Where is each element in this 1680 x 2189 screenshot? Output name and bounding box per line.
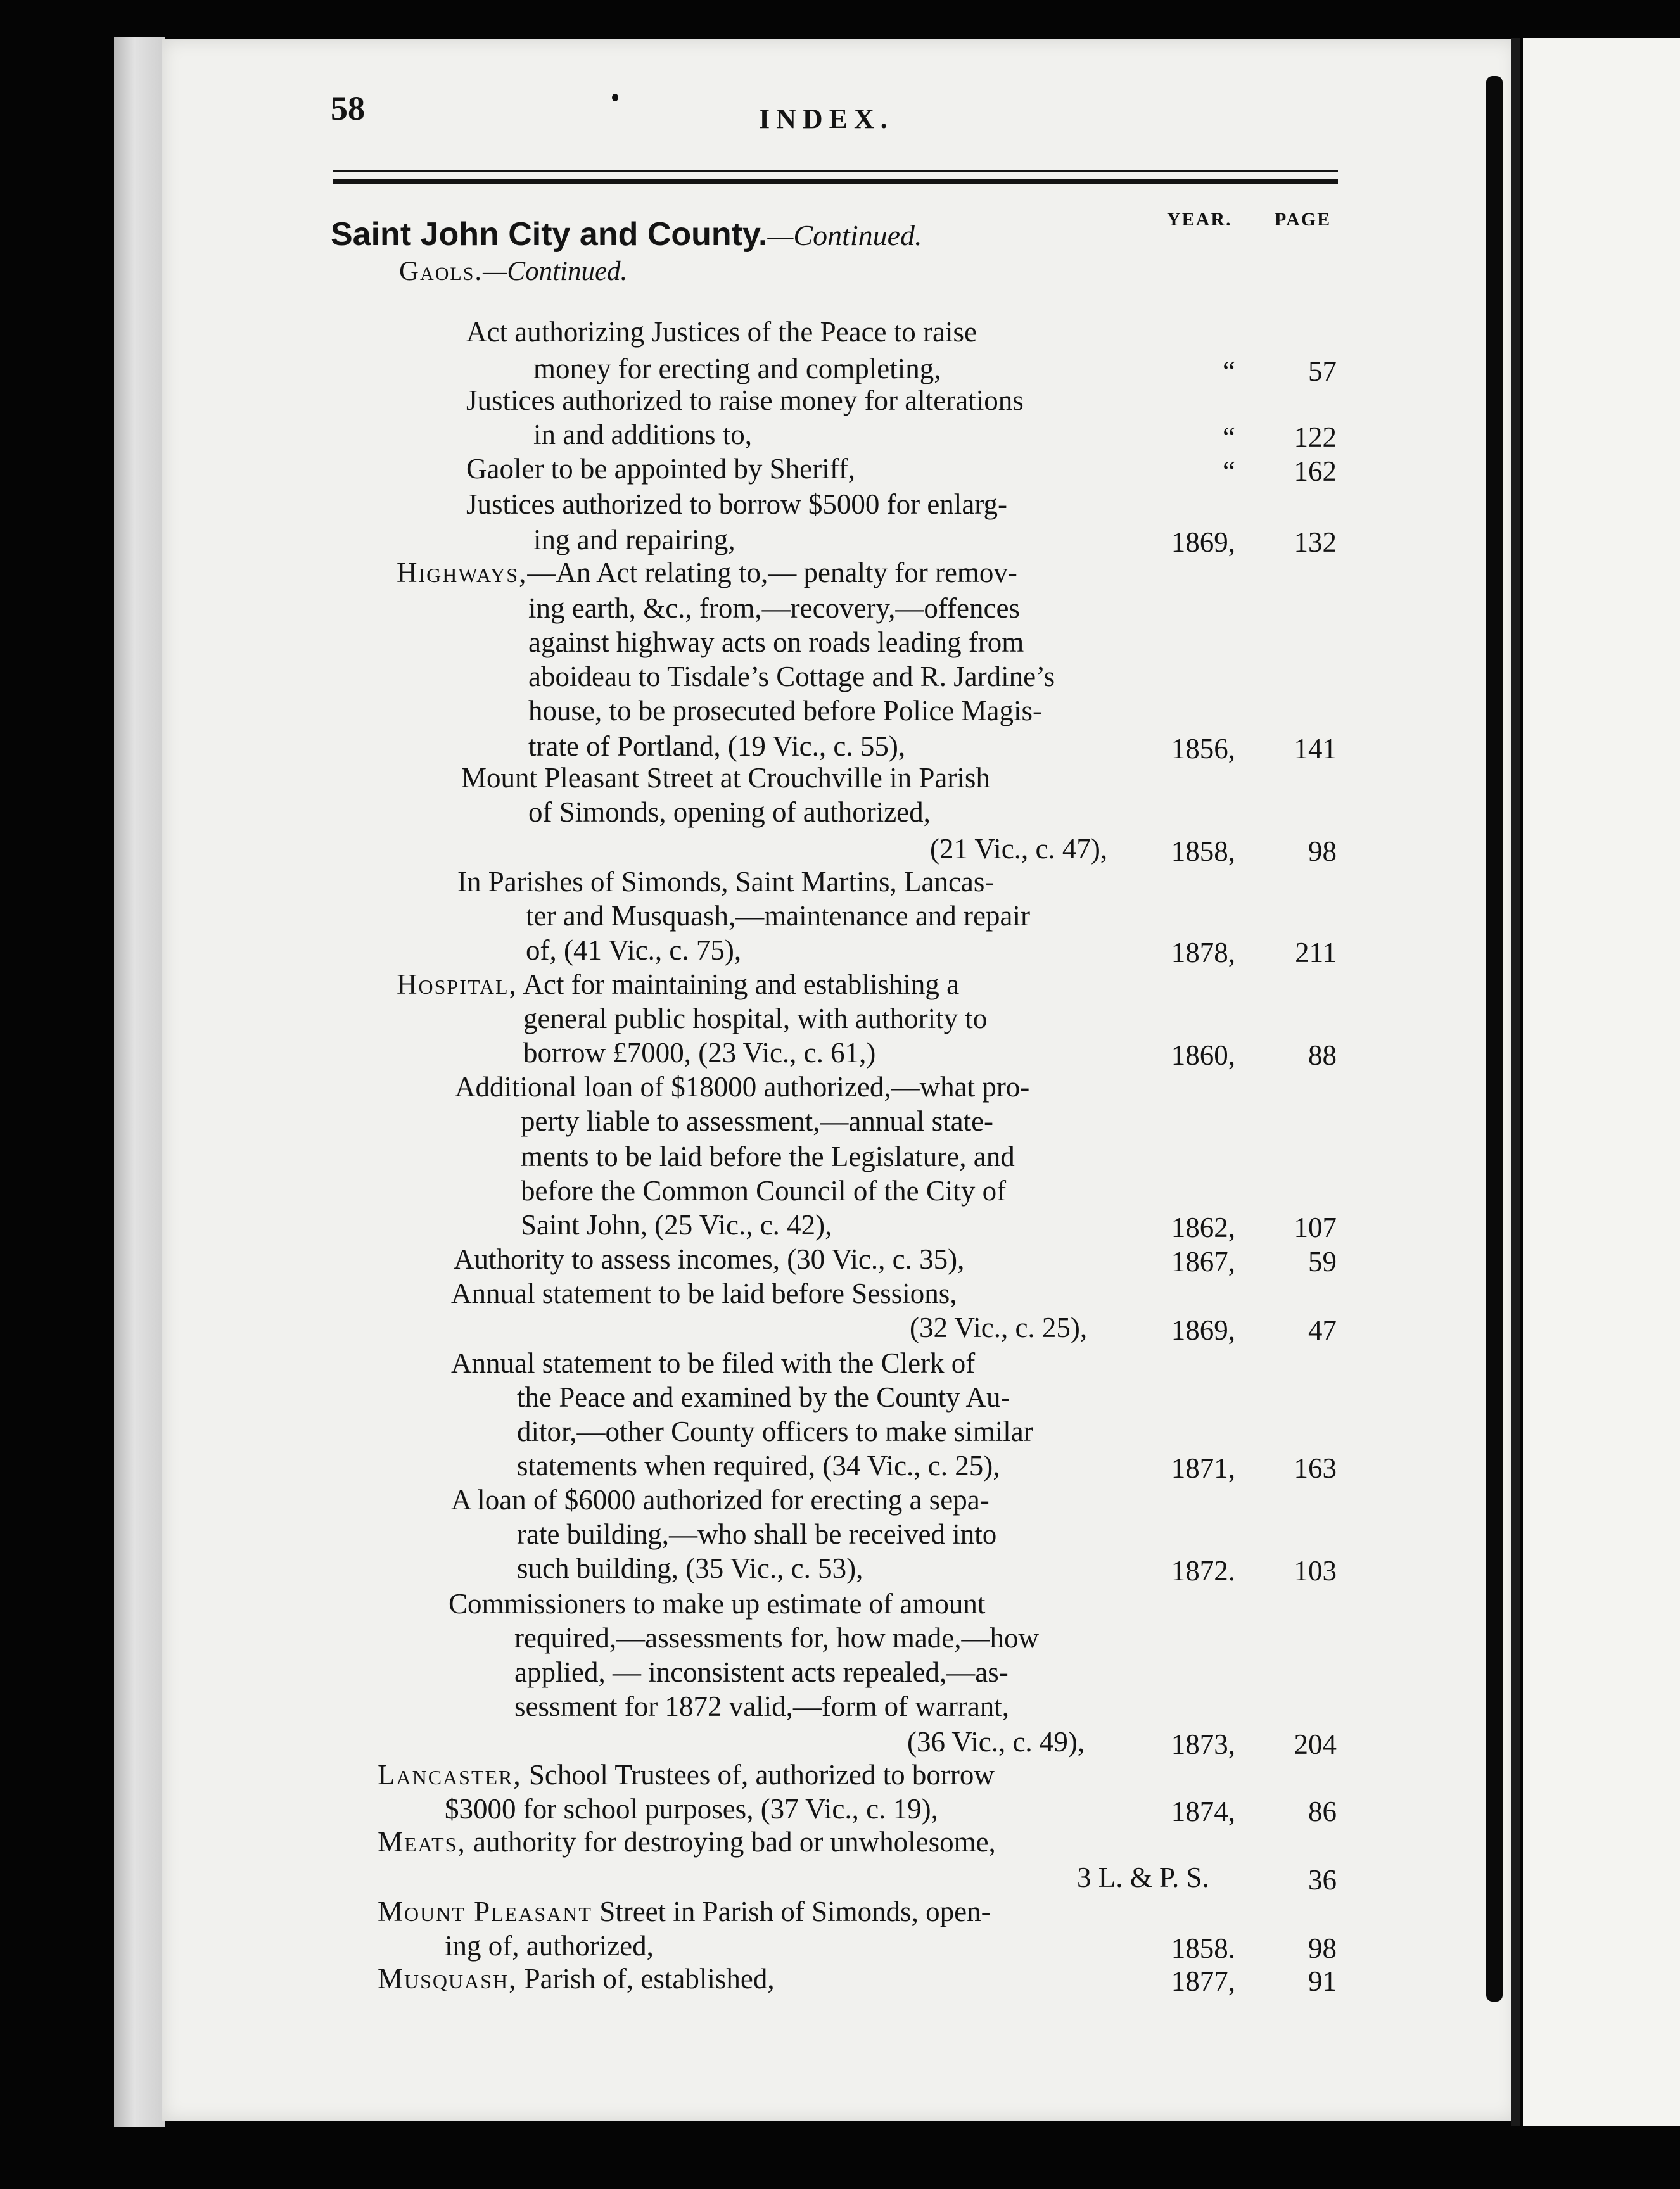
entry-line [528, 732, 905, 761]
entry-text: Justices authorized to borrow $5000 for enlarg- [466, 488, 1007, 520]
entry-year: 1873, [1171, 1729, 1235, 1760]
entry-page: 162 [1294, 455, 1337, 487]
entry-text: sessment for 1872 valid,—form of warrant, [514, 1691, 1010, 1722]
entry-line [397, 559, 1017, 587]
entry-line [466, 318, 977, 346]
entry-text: Justices authorized to raise money for alterations [466, 384, 1024, 416]
entry-text: School Trustees of, authorized to borrow [521, 1759, 995, 1791]
entry-page: 107 [1294, 1212, 1337, 1243]
entry-year: 1877, [1171, 1965, 1235, 1997]
entry-text: aboideau to Tisdale’s Cottage and R. Jardine’s [528, 661, 1055, 692]
entry-line [397, 970, 959, 999]
entry-line [528, 594, 1020, 623]
entry-line [449, 1590, 985, 1618]
entry-line [521, 1143, 1015, 1171]
ink-speck [612, 94, 618, 101]
entry-page: 211 [1295, 937, 1337, 968]
entry-year: 1878, [1171, 937, 1235, 968]
entry-year: 1860, [1171, 1039, 1235, 1071]
entry-line [528, 697, 1042, 725]
header-rule-bottom [333, 179, 1338, 184]
entry-text: Street in Parish of Simonds, open- [592, 1896, 991, 1927]
entry-text: trate of Portland, (19 Vic., c. 55), [528, 730, 906, 762]
entry-line [528, 628, 1024, 657]
entry-line [466, 490, 1007, 519]
entry-line [517, 1383, 1010, 1412]
entry-text: ditor,—other County officers to make similar [517, 1416, 1033, 1447]
entry-page: 204 [1294, 1729, 1337, 1760]
entry-line [378, 1898, 991, 1926]
entry-text: (21 Vic., c. 47), [930, 833, 1108, 865]
entry-line [521, 1177, 1006, 1205]
entry-head: Mount Pleasant [378, 1896, 592, 1927]
entry-text: 3 L. & P. S. [1077, 1862, 1209, 1893]
entry-line [526, 936, 741, 965]
entry-text: authority for destroying bad or unwholesome, [466, 1826, 996, 1858]
entry-line [533, 355, 941, 383]
entry-year: 1858. [1171, 1932, 1235, 1964]
entry-page: 88 [1308, 1039, 1337, 1071]
entry-line [451, 1486, 990, 1514]
entry-line [455, 1073, 1029, 1101]
entry-page: 47 [1308, 1314, 1337, 1346]
entry-text: Additional loan of $18000 authorized,—what pro- [455, 1071, 1030, 1103]
entry-year: 1874, [1171, 1796, 1235, 1827]
entry-year: 1869, [1171, 1314, 1235, 1346]
entry-year: 1869, [1171, 526, 1235, 558]
entry-page: 132 [1294, 526, 1337, 558]
entry-text: —An Act relating to,— penalty for remov- [527, 557, 1017, 588]
entry-page: 163 [1294, 1452, 1337, 1484]
entry-year: 1858, [1171, 835, 1235, 867]
entry-line [466, 386, 1024, 415]
entry-text: Act for maintaining and establishing a [517, 968, 960, 1000]
column-header-page: PAGE [1275, 209, 1332, 230]
entry-line [514, 1624, 1039, 1653]
entry-line [533, 526, 735, 554]
entry-text: Annual statement to be filed with the Clerk of [451, 1347, 976, 1379]
entry-text: Act authorizing Justices of the Peace to raise [466, 316, 977, 348]
entry-text: $3000 for school purposes, (37 Vic., c. 19), [445, 1793, 938, 1825]
entry-text: perty liable to assessment,—annual state- [521, 1105, 994, 1137]
entry-head: Meats, [378, 1826, 466, 1858]
entry-text: ing and repairing, [533, 524, 735, 555]
entry-text: applied, — inconsistent acts repealed,—as- [514, 1656, 1009, 1688]
entry-year: 1856, [1171, 733, 1235, 765]
entry-text: general public hospital, with authority to [523, 1003, 988, 1034]
entry-text: In Parishes of Simonds, Saint Martins, Lancas- [457, 866, 995, 898]
subheading [399, 256, 627, 287]
entry-line [523, 1039, 875, 1067]
section-title: Saint John City and County. [331, 216, 768, 253]
entry-line [533, 421, 752, 449]
entry-text: house, to be prosecuted before Police Magis- [528, 695, 1043, 726]
entry-page: 122 [1294, 421, 1337, 453]
entry-page: 57 [1308, 355, 1337, 387]
entry-line [526, 902, 1030, 930]
entry-text: statements when required, (34 Vic., c. 25), [517, 1450, 1000, 1482]
page-edge-stack [114, 37, 165, 2127]
entry-line [517, 1554, 863, 1583]
section-heading [331, 215, 922, 253]
entry-text: before the Common Council of the City of [521, 1175, 1007, 1207]
entry-line [517, 1520, 996, 1549]
entry-page: 98 [1308, 835, 1337, 867]
entry-year: “ [1223, 355, 1235, 387]
entry-page: 86 [1308, 1796, 1337, 1827]
entry-text: ter and Musquash,—maintenance and repair [526, 900, 1030, 932]
entry-line [521, 1107, 993, 1136]
page-number: 58 [331, 89, 365, 127]
entry-text: Saint John, (25 Vic., c. 42), [521, 1209, 832, 1241]
entry-line [451, 1279, 957, 1308]
entry-line [517, 1418, 1033, 1446]
entry-line [461, 764, 990, 792]
entry-text: against highway acts on roads leading from [528, 626, 1024, 658]
entry-year: “ [1223, 455, 1235, 487]
entry-line [1077, 1863, 1209, 1892]
entry-text: ing of, authorized, [445, 1930, 654, 1962]
entry-text: Parish of, established, [517, 1963, 775, 1995]
facing-page-edge [1523, 38, 1680, 2126]
header-rule-top [333, 170, 1338, 172]
entry-text: of, (41 Vic., c. 75), [526, 934, 742, 966]
binding-gutter [1486, 76, 1503, 2002]
entry-text: Gaoler to be appointed by Sheriff, [466, 453, 856, 485]
entry-line [521, 1211, 832, 1240]
entry-year: 1871, [1171, 1452, 1235, 1484]
entry-text: borrow £7000, (23 Vic., c. 61,) [523, 1037, 876, 1069]
entry-line [528, 663, 1055, 691]
entry-page: 59 [1308, 1246, 1337, 1278]
entry-text: rate building,—who shall be received into [517, 1518, 997, 1550]
entry-text: Annual statement to be laid before Sessions, [451, 1278, 957, 1309]
entry-text: (32 Vic., c. 25), [910, 1312, 1088, 1343]
entry-text: the Peace and examined by the County Au- [517, 1381, 1010, 1413]
book-spine [1511, 38, 1520, 2126]
entry-line [528, 798, 931, 827]
entry-page: 141 [1294, 733, 1337, 765]
subheading-continued: —Continued. [483, 257, 628, 286]
entry-text: Mount Pleasant Street at Crouchville in Parish [461, 762, 990, 794]
entry-year: 1867, [1171, 1246, 1235, 1278]
entry-text: money for erecting and completing, [533, 353, 941, 384]
entry-head: Highways, [397, 557, 528, 588]
entry-line [378, 1965, 775, 1993]
entry-line [378, 1828, 996, 1856]
entry-line [378, 1761, 995, 1789]
entry-line [466, 455, 855, 483]
entry-text: Commissioners to make up estimate of amount [449, 1588, 986, 1620]
entry-head: Lancaster, [378, 1759, 522, 1791]
subheading-title: Gaols. [399, 257, 483, 286]
entry-line [930, 835, 1107, 863]
page-title: INDEX. [759, 103, 894, 134]
entry-line [451, 1349, 975, 1378]
entry-year: 1862, [1171, 1212, 1235, 1243]
entry-page: 103 [1294, 1555, 1337, 1587]
entry-line [910, 1314, 1087, 1342]
entry-text: ing earth, &c., from,—recovery,—offences [528, 592, 1020, 624]
entry-page: 98 [1308, 1932, 1337, 1964]
entry-year: “ [1223, 421, 1235, 453]
entry-text: such building, (35 Vic., c. 53), [517, 1552, 863, 1584]
entry-line [454, 1245, 964, 1274]
entry-line [523, 1005, 987, 1033]
entry-line [445, 1932, 654, 1960]
entry-year: 1872. [1171, 1555, 1235, 1587]
entry-line [457, 868, 994, 896]
entry-text: Authority to assess incomes, (30 Vic., c. 35), [454, 1243, 965, 1275]
entry-page: 36 [1308, 1864, 1337, 1896]
entry-line [517, 1452, 1000, 1480]
column-header-year: YEAR. [1167, 209, 1232, 230]
entry-text: A loan of $6000 authorized for erecting a sepa- [451, 1484, 990, 1516]
entry-line [907, 1728, 1085, 1756]
entry-head: Hospital, [397, 968, 518, 1000]
entry-line [514, 1658, 1009, 1687]
entry-line [514, 1692, 1009, 1721]
entry-line [445, 1795, 938, 1824]
entry-text: required,—assessments for, how made,—how [514, 1622, 1040, 1654]
entry-text: (36 Vic., c. 49), [907, 1726, 1085, 1758]
entry-text: ments to be laid before the Legislature, and [521, 1141, 1015, 1172]
entry-text: of Simonds, opening of authorized, [528, 796, 931, 828]
entry-page: 91 [1308, 1965, 1337, 1997]
entry-text: in and additions to, [533, 419, 752, 450]
section-continued: —Continued. [767, 219, 922, 251]
entry-head: Musquash, [378, 1963, 518, 1995]
